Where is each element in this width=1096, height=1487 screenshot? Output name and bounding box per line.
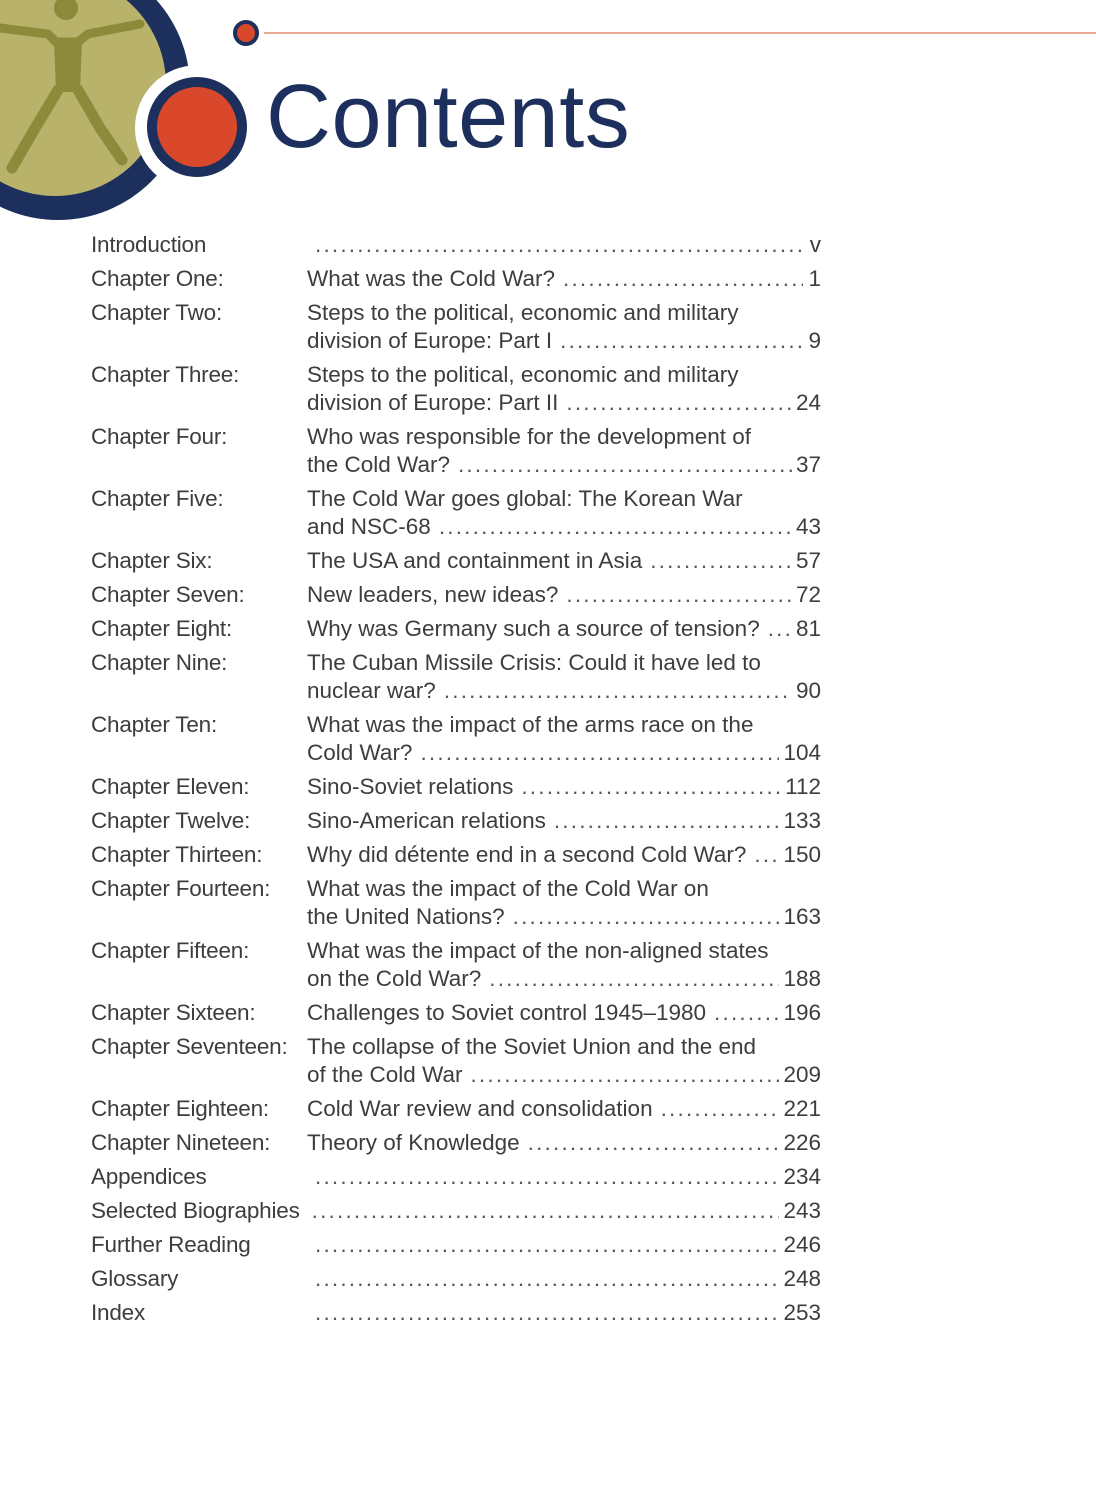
dot-leader: [560, 327, 803, 355]
toc-title-line: [307, 581, 821, 609]
toc-title-text: The USA and containment in Asia: [307, 548, 643, 573]
toc-title-line: What was the impact of the Cold War on: [307, 876, 709, 901]
small-orange-dot: [235, 22, 257, 44]
toc-title-line: [307, 807, 821, 835]
toc-title-line: [307, 389, 821, 417]
toc-title-text: division of Europe: Part II: [307, 390, 559, 415]
dot-leader: [489, 965, 779, 993]
page-number: 133: [783, 808, 821, 833]
toc-row: [91, 773, 821, 801]
toc-title-line: The collapse of the Soviet Union and the end: [307, 1034, 757, 1059]
toc-title-line: [307, 1095, 821, 1123]
toc-entry: [307, 937, 821, 993]
dot-leader: [315, 231, 803, 259]
toc-title-text: Sino-Soviet relations: [307, 774, 514, 799]
toc-entry: [307, 649, 821, 705]
toc-row: [91, 361, 821, 417]
page-number: 9: [808, 328, 821, 353]
toc-row: [91, 649, 821, 705]
toc-label: Glossary: [91, 1266, 179, 1291]
toc-entry: [307, 841, 821, 869]
toc-title-line: [307, 1061, 821, 1089]
toc-title-line: [307, 265, 821, 293]
page-number: v: [809, 232, 821, 257]
toc-label: Appendices: [91, 1164, 207, 1189]
toc-label: Introduction: [91, 232, 207, 257]
page-number: 248: [783, 1266, 821, 1291]
dot-leader: [714, 999, 779, 1027]
toc-title-text: Why did détente end in a second Cold War?: [307, 842, 747, 867]
toc-title-line: [307, 841, 821, 869]
dot-leader: [439, 513, 792, 541]
page-number: 57: [795, 548, 821, 573]
dot-leader: [315, 1299, 779, 1327]
dot-leader: [563, 265, 803, 293]
toc-row: [91, 231, 821, 259]
page-number: 112: [785, 774, 821, 799]
toc-label: Chapter Eight:: [91, 616, 233, 641]
toc-title-text: Cold War?: [307, 740, 413, 765]
toc-title-line: [307, 1231, 821, 1259]
toc-title-line: [307, 739, 821, 767]
toc-title-text: division of Europe: Part I: [307, 328, 553, 353]
toc-row: [91, 1265, 821, 1293]
toc-title-text: on the Cold War?: [307, 966, 482, 991]
dot-leader: [315, 1163, 779, 1191]
dot-leader: [312, 1197, 780, 1225]
toc-row: [91, 875, 821, 931]
toc-title-line: [307, 451, 821, 479]
toc-title-text: the United Nations?: [307, 904, 505, 929]
toc-title-line: [307, 1129, 821, 1157]
toc-label: Chapter Fourteen:: [91, 876, 271, 901]
dot-leader: [650, 547, 792, 575]
toc-title-text: of the Cold War: [307, 1062, 463, 1087]
toc-label: Chapter Sixteen:: [91, 1000, 256, 1025]
toc-label: Chapter One:: [91, 266, 224, 291]
toc-title-line: [307, 1163, 821, 1191]
page-number: 1: [808, 266, 821, 291]
dot-leader: [566, 389, 792, 417]
page-title: Contents: [266, 67, 631, 167]
toc-row: [91, 1033, 821, 1089]
toc-entry: [307, 1033, 821, 1089]
toc-row: [91, 581, 821, 609]
toc-row: [91, 299, 821, 355]
toc-row: [91, 547, 821, 575]
toc-label: Chapter Seventeen:: [91, 1034, 288, 1059]
toc-row: [91, 937, 821, 993]
dot-leader: [315, 1231, 779, 1259]
toc-title-line: [307, 327, 821, 355]
page-number: 37: [795, 452, 821, 477]
toc-row: [91, 999, 821, 1027]
page-number: 24: [795, 390, 821, 415]
toc-title-line: [307, 999, 821, 1027]
toc-entry: [307, 875, 821, 931]
page-number: 243: [783, 1198, 821, 1223]
dot-leader: [458, 451, 792, 479]
page-number: 188: [783, 966, 821, 991]
toc-title-line: [307, 773, 821, 801]
toc-entry: [307, 423, 821, 479]
toc-label: Chapter Eleven:: [91, 774, 250, 799]
toc-label: Index: [91, 1300, 146, 1325]
toc-row: [91, 265, 821, 293]
toc-label: Chapter Five:: [91, 486, 224, 511]
dot-leader: [315, 1265, 779, 1293]
page-number: 246: [783, 1232, 821, 1257]
toc-entry: [307, 547, 821, 575]
toc-title-text: Sino-American relations: [307, 808, 546, 833]
toc-row: [91, 711, 821, 767]
page-number: 209: [783, 1062, 821, 1087]
toc-title-line: [307, 965, 821, 993]
page-number: 90: [795, 678, 821, 703]
toc-title-text: Cold War review and consolidation: [307, 1096, 653, 1121]
dot-leader: [420, 739, 779, 767]
toc-entry: [307, 1231, 821, 1259]
toc-title-text: What was the Cold War?: [307, 266, 556, 291]
toc-title-line: What was the impact of the non-aligned states: [307, 938, 769, 963]
toc-label: Chapter Two:: [91, 300, 223, 325]
toc-title-line: What was the impact of the arms race on the: [307, 712, 754, 737]
page-number: 81: [795, 616, 821, 641]
toc-entry: [307, 807, 821, 835]
toc-title-line: Who was responsible for the development of: [307, 424, 751, 449]
dot-leader: [470, 1061, 779, 1089]
toc-title-line: Steps to the political, economic and military: [307, 362, 739, 387]
page-number: 72: [795, 582, 821, 607]
page-number: 234: [783, 1164, 821, 1189]
toc-label: Further Reading: [91, 1232, 251, 1257]
toc-entry: [307, 773, 821, 801]
toc-row: [91, 1197, 821, 1225]
table-of-contents: [91, 231, 821, 1333]
toc-label: Chapter Twelve:: [91, 808, 251, 833]
toc-row: [91, 615, 821, 643]
toc-row: [91, 807, 821, 835]
toc-entry: [307, 581, 821, 609]
toc-title-line: [307, 1265, 821, 1293]
toc-entry: [307, 299, 821, 355]
toc-row: [91, 841, 821, 869]
dot-leader: [554, 807, 780, 835]
toc-entry: [307, 1129, 821, 1157]
toc-entry: [307, 1299, 821, 1327]
toc-title-line: [307, 547, 821, 575]
toc-label: Chapter Seven:: [91, 582, 245, 607]
toc-title-line: [307, 513, 821, 541]
toc-title-text: Challenges to Soviet control 1945–1980: [307, 1000, 707, 1025]
page-number: 104: [783, 740, 821, 765]
toc-label: Chapter Six:: [91, 548, 213, 573]
toc-entry: [307, 1163, 821, 1191]
dot-leader: [566, 581, 792, 609]
toc-label: Chapter Three:: [91, 362, 240, 387]
toc-title-line: [307, 1299, 821, 1327]
dot-leader: [513, 903, 780, 931]
toc-title-line: The Cold War goes global: The Korean War: [307, 486, 743, 511]
toc-entry: [307, 1095, 821, 1123]
page-number: 43: [795, 514, 821, 539]
page-number: 163: [783, 904, 821, 929]
toc-label: Chapter Four:: [91, 424, 228, 449]
toc-row: [91, 1231, 821, 1259]
toc-entry: [307, 999, 821, 1027]
page-number: 226: [783, 1130, 821, 1155]
toc-title-line: The Cuban Missile Crisis: Could it have led to: [307, 650, 761, 675]
toc-title-text: Theory of Knowledge: [307, 1130, 520, 1155]
toc-label: Chapter Ten:: [91, 712, 218, 737]
toc-entry: [307, 711, 821, 767]
toc-title-line: [307, 615, 821, 643]
toc-row: [91, 1163, 821, 1191]
toc-label: Selected Biographies: [91, 1198, 300, 1223]
toc-entry: [307, 361, 821, 417]
toc-entry: [307, 485, 821, 541]
toc-label: Chapter Fifteen:: [91, 938, 250, 963]
toc-entry: [304, 1197, 821, 1225]
toc-title-text: New leaders, new ideas?: [307, 582, 559, 607]
toc-title-line: [307, 677, 821, 705]
orange-circle: [152, 82, 242, 172]
dot-leader: [521, 773, 781, 801]
toc-title-text: and NSC-68: [307, 514, 431, 539]
dot-leader: [768, 615, 792, 643]
toc-row: [91, 1299, 821, 1327]
toc-entry: [307, 231, 821, 259]
toc-title-line: [307, 231, 821, 259]
toc-title-text: nuclear war?: [307, 678, 436, 703]
page-number: 221: [783, 1096, 821, 1121]
toc-entry: [307, 1265, 821, 1293]
toc-entry: [307, 265, 821, 293]
toc-row: [91, 423, 821, 479]
dot-leader: [444, 677, 792, 705]
page-number: 196: [783, 1000, 821, 1025]
dot-leader: [661, 1095, 780, 1123]
toc-title-line: [307, 903, 821, 931]
toc-label: Chapter Eighteen:: [91, 1096, 269, 1121]
toc-entry: [307, 615, 821, 643]
toc-title-text: Why was Germany such a source of tension?: [307, 616, 760, 641]
toc-label: Chapter Nine:: [91, 650, 228, 675]
toc-row: [91, 485, 821, 541]
page-number: 253: [783, 1300, 821, 1325]
page-number: 150: [783, 842, 821, 867]
dot-leader: [528, 1129, 780, 1157]
toc-row: [91, 1129, 821, 1157]
toc-row: [91, 1095, 821, 1123]
toc-label: Chapter Nineteen:: [91, 1130, 271, 1155]
toc-title-line: [304, 1197, 821, 1225]
toc-label: Chapter Thirteen:: [91, 842, 263, 867]
dot-leader: [754, 841, 779, 869]
toc-title-text: the Cold War?: [307, 452, 450, 477]
toc-title-line: Steps to the political, economic and military: [307, 300, 739, 325]
